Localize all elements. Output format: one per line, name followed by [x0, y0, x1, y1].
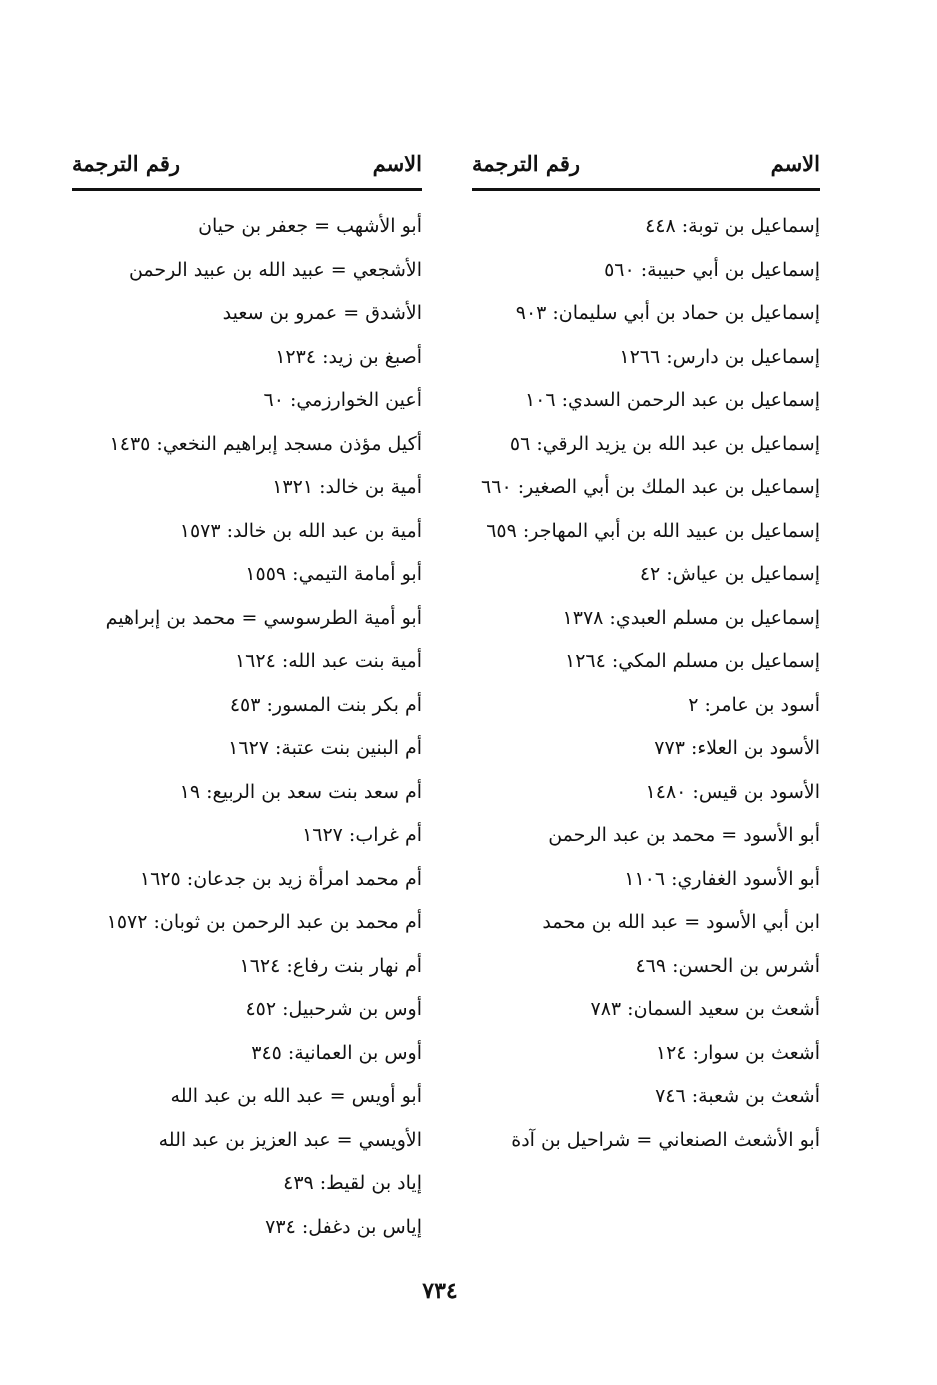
- index-entry: الأسود بن قيس: ١٤٨٠: [645, 780, 820, 803]
- index-entry: إسماعيل بن مسلم العبدي: ١٣٧٨: [562, 606, 820, 629]
- header-number-label: رقم الترجمة: [72, 151, 181, 176]
- index-entry: إسماعيل بن دارس: ١٢٦٦: [619, 345, 820, 368]
- index-entry: أشعث بن سعيد السمان: ٧٨٣: [590, 998, 820, 1020]
- column-header: [72, 140, 422, 178]
- index-entry: أمية بن خالد: ١٣٢١: [272, 476, 422, 498]
- page-number: ٧٣٤: [422, 1278, 458, 1304]
- entry-list: [72, 205, 422, 1249]
- header-name-label: الاسم: [372, 151, 422, 176]
- index-entry: أم نهار بنت رفاع: ١٦٢٤: [239, 954, 422, 977]
- index-column-left: [72, 140, 422, 1249]
- column-header: [472, 140, 820, 178]
- index-entry: أوس بن العمانية: ٣٤٥: [251, 1041, 422, 1064]
- index-entry: أبو أمامة التيمي: ١٥٥٩: [245, 563, 422, 585]
- index-entry: أبو أمية الطرسوسي = محمد بن إبراهيم: [105, 606, 422, 629]
- index-entry: الأشجعي = عبيد الله بن عبيد الرحمن: [128, 258, 422, 281]
- index-entry: أمية بنت عبد الله: ١٦٢٤: [234, 650, 422, 672]
- index-entry: إسماعيل بن توبة: ٤٤٨: [645, 215, 820, 237]
- index-entry: أبو أويس = عبد الله بن عبد الله: [170, 1085, 422, 1107]
- index-entry: الأسود بن العلاء: ٧٧٣: [654, 737, 820, 759]
- index-entry: أبو الأشهب = جعفر بن حيان: [198, 215, 422, 237]
- index-entry: إياس بن دغفل: ٧٣٤: [265, 1215, 422, 1238]
- index-entry: إسماعيل بن عبد الله بن يزيد الرقي: ٥٦: [509, 432, 820, 455]
- index-entry: أم غراب: ١٦٢٧: [302, 824, 422, 846]
- index-entry: إسماعيل بن عبد الملك بن أبي الصغير: ٦٦٠: [481, 476, 820, 498]
- index-entry: إسماعيل بن عبيد الله بن أبي المهاجر: ٦٥٩: [486, 519, 820, 542]
- index-entry: إياد بن لقيط: ٤٣٩: [283, 1172, 422, 1194]
- index-entry: ابن أبي الأسود = عبد الله بن محمد: [542, 911, 820, 933]
- header-rule: [472, 188, 820, 191]
- header-rule: [72, 188, 422, 191]
- index-entry: أشرس بن الحسن: ٤٦٩: [635, 954, 820, 977]
- index-entry: أم سعد بنت سعد بن الربيع: ١٩: [179, 780, 422, 803]
- index-entry: إسماعيل بن عياش: ٤٢: [639, 563, 820, 585]
- index-entry: أعين الخوارزمي: ٦٠: [263, 389, 422, 411]
- index-entry: أم بكر بنت المسور: ٤٥٣: [229, 693, 422, 716]
- index-entry: أشعث بن شعبة: ٧٤٦: [655, 1085, 820, 1107]
- index-column-right: [472, 140, 820, 1162]
- index-entry: إسماعيل بن مسلم المكي: ١٢٦٤: [564, 650, 820, 672]
- header-number-label: رقم الترجمة: [472, 151, 581, 176]
- index-entry: أم محمد بن عبد الرحمن بن ثوبان: ١٥٧٢: [106, 911, 422, 933]
- index-entry: أسود بن عامر: ٢: [688, 693, 820, 716]
- index-entry: الأويسي = عبد العزيز بن عبد الله: [158, 1128, 422, 1151]
- header-name-label: الاسم: [770, 151, 820, 176]
- index-entry: إسماعيل بن عبد الرحمن السدي: ١٠٦: [524, 389, 820, 411]
- index-entry: أم محمد امرأة زيد بن جدعان: ١٦٢٥: [139, 867, 422, 890]
- entry-list: [472, 205, 820, 1162]
- index-entry: أبو الأسود الغفاري: ١١٠٦: [624, 867, 820, 890]
- index-entry: أشعث بن سوار: ١٢٤: [655, 1041, 820, 1064]
- index-entry: إسماعيل بن أبي حبيبة: ٥٦٠: [604, 258, 820, 281]
- index-entry: إسماعيل بن حماد بن أبي سليمان: ٩٠٣: [515, 302, 820, 324]
- index-entry: أصبغ بن زيد: ١٢٣٤: [275, 345, 422, 368]
- index-entry: أم البنين بنت عتبة: ١٦٢٧: [228, 737, 422, 759]
- index-entry: أوس بن شرحبيل: ٤٥٢: [245, 998, 422, 1020]
- index-entry: أمية بن عبد الله بن خالد: ١٥٧٣: [179, 519, 422, 542]
- index-entry: أبو الأشعث الصنعاني = شراحيل بن آدة: [511, 1128, 820, 1151]
- index-entry: الأشدق = عمرو بن سعيد: [222, 302, 422, 324]
- index-entry: أكيل مؤذن مسجد إبراهيم النخعي: ١٤٣٥: [109, 432, 422, 455]
- index-entry: أبو الأسود = محمد بن عبد الرحمن: [548, 824, 820, 846]
